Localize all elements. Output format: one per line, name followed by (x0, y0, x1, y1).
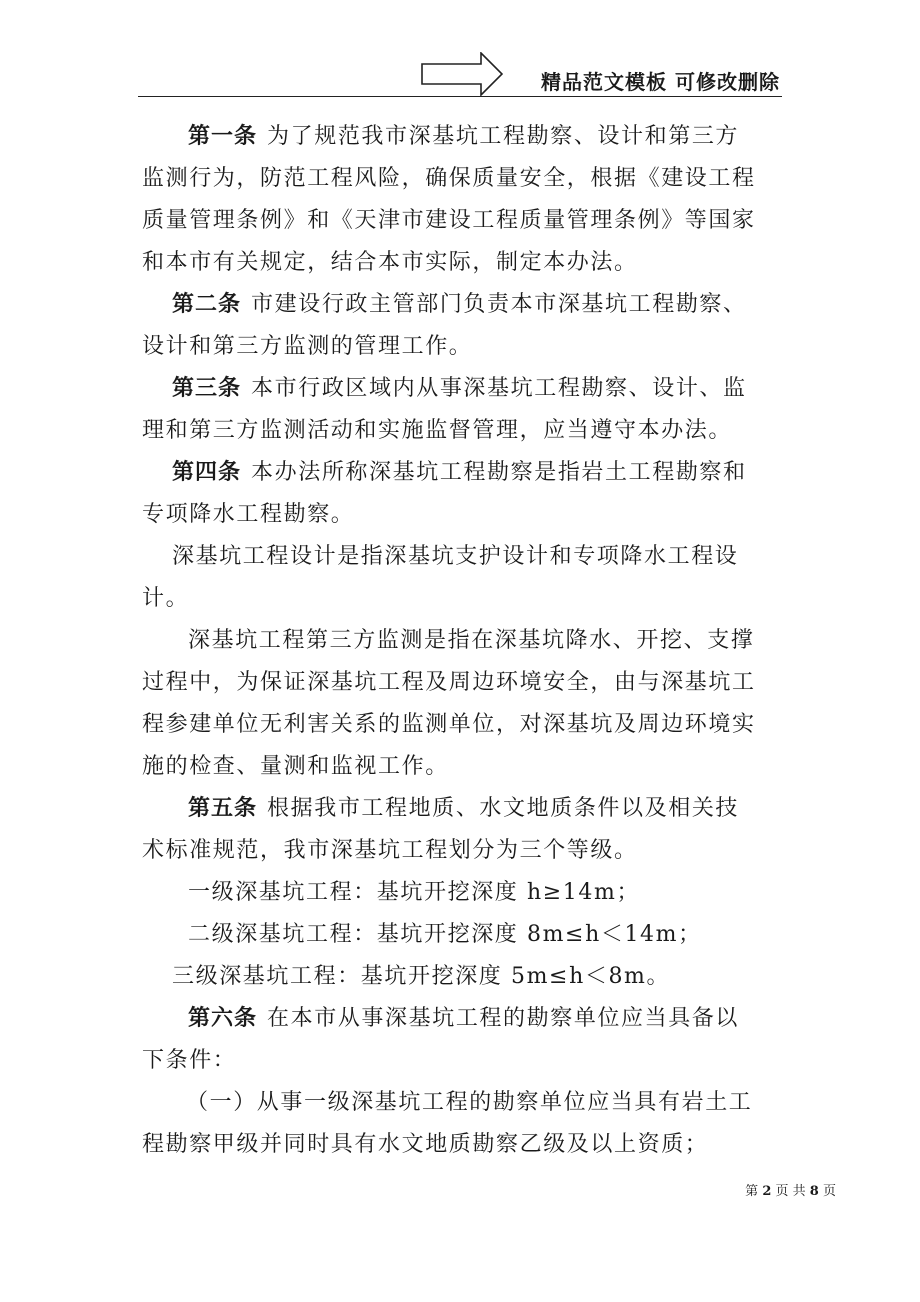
design-definition-line-2: 计。 (142, 586, 190, 611)
article-2-line-2: 设计和第三方监测的管理工作。 (142, 334, 473, 359)
document-body (142, 116, 782, 1166)
article-6-line-1: 第六条 在本市从事深基坑工程的勘察单位应当具备以 (188, 1006, 740, 1031)
article-5-line-1: 第五条 根据我市工程地质、水文地质条件以及相关技 (188, 796, 740, 821)
article-1-line-4: 和本市有关规定，结合本市实际，制定本办法。 (142, 250, 638, 275)
article-3-line-1: 第三条 本市行政区域内从事深基坑工程勘察、设计、监 (172, 376, 747, 401)
article-6-heading: 第六条 (188, 1006, 258, 1031)
article-1-line-2: 监测行为，防范工程风险，确保质量安全，根据《建设工程 (142, 166, 756, 191)
total-page-count: 8 (809, 1184, 819, 1199)
article-4-line-1: 第四条 本办法所称深基坑工程勘察是指岩土工程勘察和 (172, 460, 747, 485)
article-1-line-1: 第一条 为了规范我市深基坑工程勘察、设计和第三方 (188, 124, 740, 149)
monitoring-definition-line-1: 深基坑工程第三方监测是指在深基坑降水、开挖、支撑 (188, 628, 755, 653)
header-rule (138, 96, 782, 97)
header-arrow-icon (421, 52, 503, 96)
article-4-line-2: 专项降水工程勘察。 (142, 502, 355, 527)
item-1-line-1: （一）从事一级深基坑工程的勘察单位应当具有岩土工 (186, 1090, 753, 1115)
article-5-line-2: 术标准规范，我市深基坑工程划分为三个等级。 (142, 838, 638, 863)
monitoring-definition-line-2: 过程中，为保证深基坑工程及周边环境安全，由与深基坑工 (142, 670, 756, 695)
article-1-line-3: 质量管理条例》和《天津市建设工程质量管理条例》等国家 (142, 208, 756, 233)
grade-2-line: 二级深基坑工程：基坑开挖深度 8m≤h＜14m； (188, 922, 702, 947)
article-2-heading: 第二条 (172, 292, 242, 317)
design-definition-line-1: 深基坑工程设计是指深基坑支护设计和专项降水工程设 (172, 544, 739, 569)
monitoring-definition-line-3: 程参建单位无利害关系的监测单位，对深基坑及周边环境实 (142, 712, 756, 737)
article-4-heading: 第四条 (172, 460, 242, 485)
article-5-heading: 第五条 (188, 796, 258, 821)
page-number-footer: 第 2 页 共 8 页 (745, 1184, 836, 1199)
monitoring-definition-line-4: 施的检查、量测和监视工作。 (142, 754, 449, 779)
article-1-heading: 第一条 (188, 124, 258, 149)
article-3-line-2: 理和第三方监测活动和实施监督管理，应当遵守本办法。 (142, 418, 733, 443)
grade-1-line: 一级深基坑工程：基坑开挖深度 h≥14m； (188, 880, 641, 905)
item-1-line-2: 程勘察甲级并同时具有水文地质勘察乙级及以上资质； (142, 1132, 709, 1157)
article-3-heading: 第三条 (172, 376, 242, 401)
header-title: 精品范文模板 可修改删除 (541, 70, 780, 94)
article-6-line-2: 下条件： (142, 1048, 237, 1073)
article-2-line-1: 第二条 市建设行政主管部门负责本市深基坑工程勘察、 (172, 292, 747, 317)
current-page-number: 2 (762, 1184, 772, 1199)
grade-3-line: 三级深基坑工程：基坑开挖深度 5m≤h＜8m。 (172, 964, 671, 989)
